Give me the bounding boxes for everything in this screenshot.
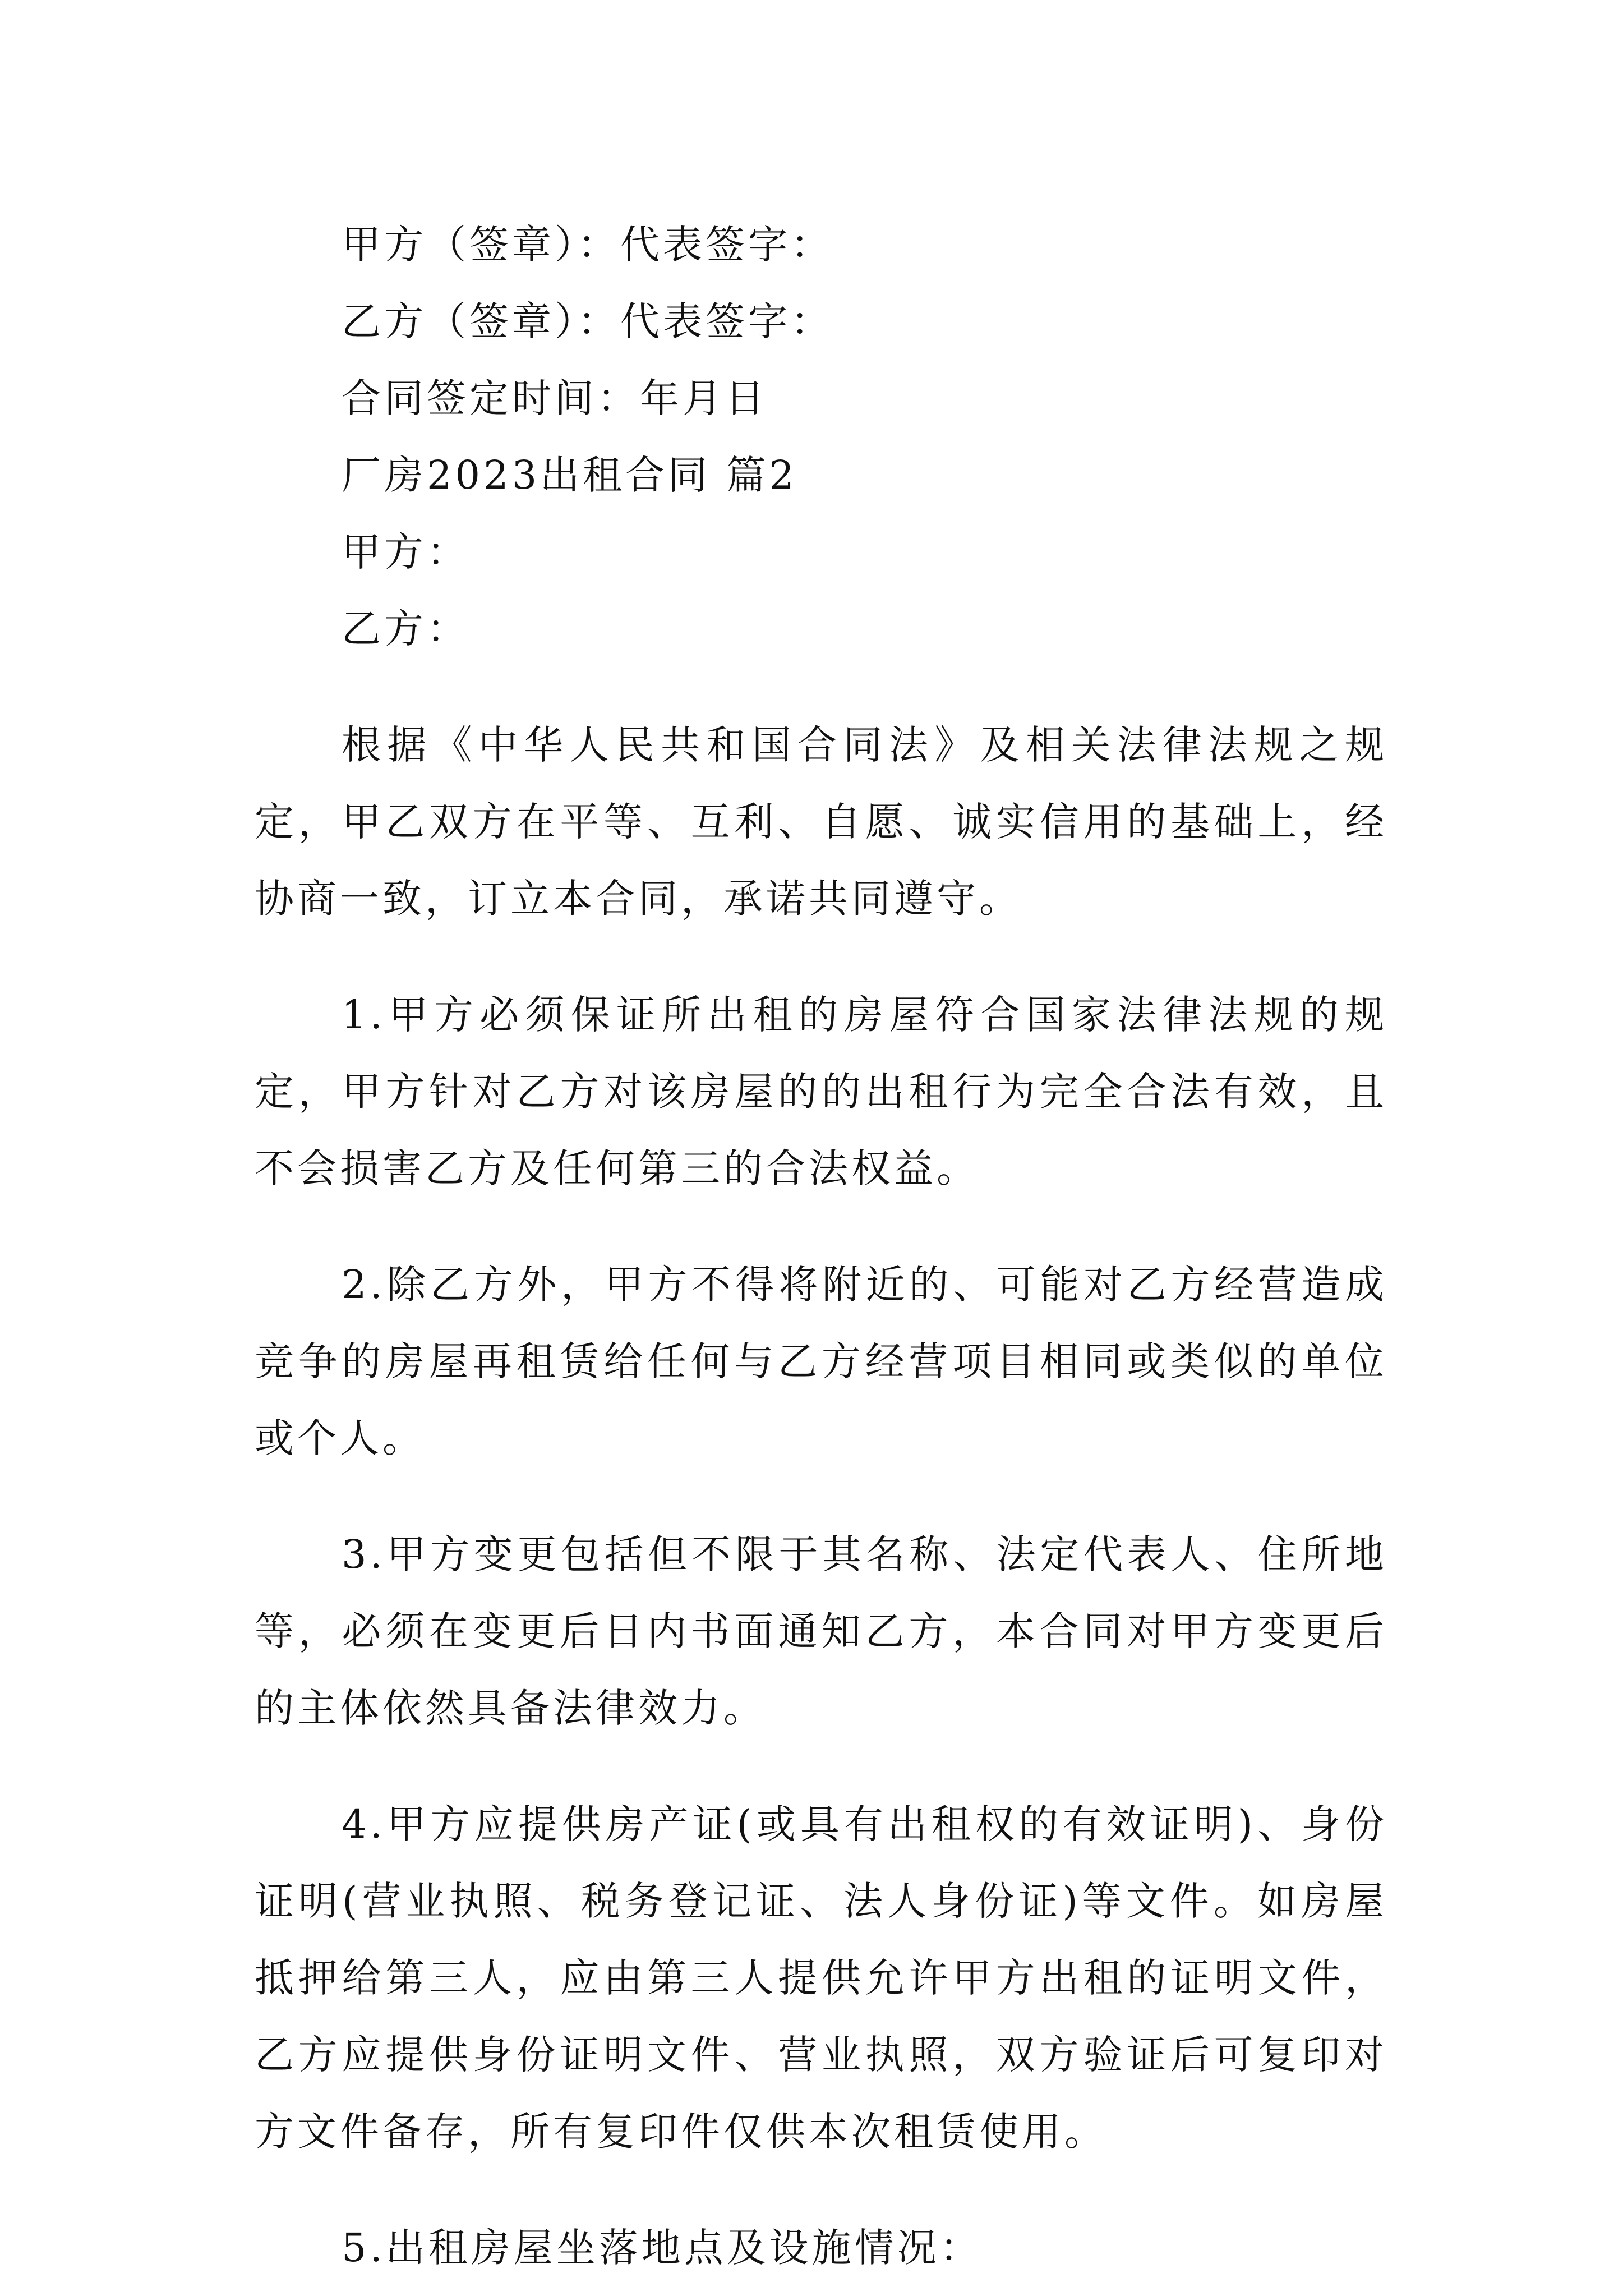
party-b-label: 乙方： — [342, 606, 469, 652]
party-b-signature-line: 乙方（签章）：代表签字： — [342, 298, 833, 344]
clause-2-paragraph: 2.除乙方外，甲方不得将附近的、可能对乙方经营造成竞争的房屋再租赁给任何与乙方经营项目相同或类似的单位或个人。 — [255, 1262, 1387, 1461]
party-a-label: 甲方： — [342, 529, 469, 575]
party-a-signature-line: 甲方（签章）：代表签字： — [342, 222, 833, 268]
document-body — [255, 206, 1387, 2286]
clause-3-paragraph: 3.甲方变更包括但不限于其名称、法定代表人、住所地等，必须在变更后日内书面通知乙方，本合同对甲方变更后的主体依然具备法律效力。 — [255, 1531, 1387, 1731]
signing-date-line: 合同签定时间：年月日 — [342, 375, 768, 421]
clause-4-paragraph: 4.甲方应提供房产证(或具有出租权的有效证明)、身份证明(营业执照、税务登记证、法人身份证)等文件。如房屋抵押给第三人，应由第三人提供允许甲方出租的证明文件，乙方应提供身份证明文件、营业执照，双方验证后可复印对方文件备存，所有复印件仅供本次租赁使用。 — [255, 1801, 1387, 2155]
preamble-paragraph: 根据《中华人民共和国合同法》及相关法律法规之规定，甲乙双方在平等、互利、自愿、诚实信用的基础上，经协商一致，订立本合同，承诺共同遵守。 — [255, 722, 1387, 922]
clause-1-paragraph: 1.甲方必须保证所出租的房屋符合国家法律法规的规定，甲方针对乙方对该房屋的的出租行为完全合法有效，且不会损害乙方及任何第三的合法权益。 — [255, 992, 1387, 1191]
contract-title: 厂房2023出租合同 篇2 — [342, 452, 797, 498]
clause-5-paragraph: 5.出租房屋坐落地点及设施情况： — [342, 2225, 983, 2271]
